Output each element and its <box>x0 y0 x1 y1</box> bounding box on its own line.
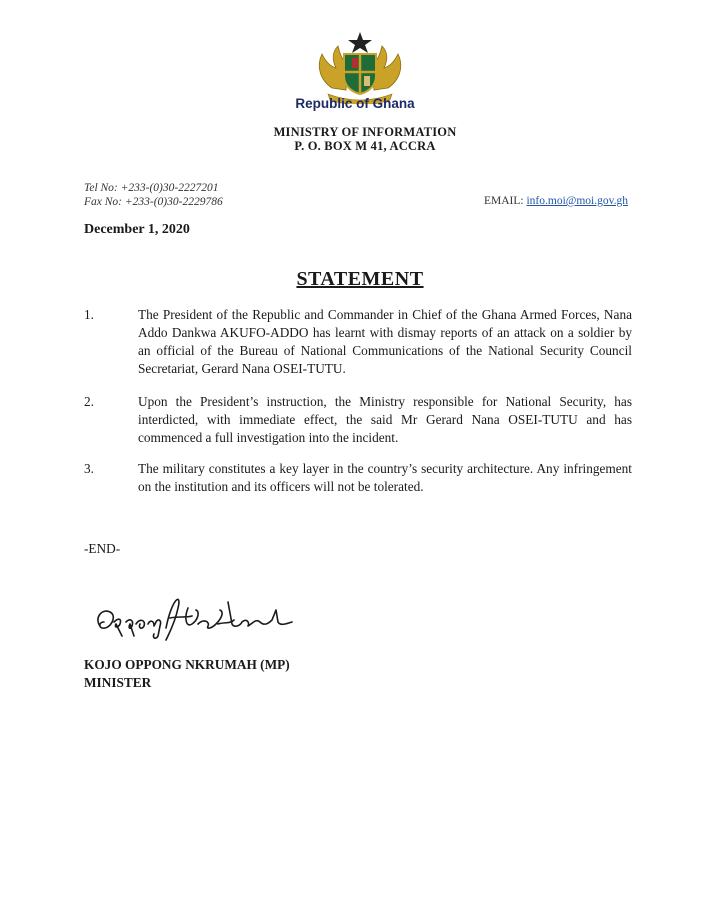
statement-date: December 1, 2020 <box>84 222 190 237</box>
paragraph-text: Upon the President’s instruction, the Ministry responsible for National Security, has interdicted, with immediate effect, the said Mr Gerard Nana OSEI-TUTU and has commenced a full investigation into the incident. <box>138 394 632 445</box>
signatory-title: MINISTER <box>84 675 152 690</box>
ministry-header <box>200 125 530 153</box>
email-line <box>484 195 628 207</box>
country-name: Republic of Ghana <box>295 96 415 111</box>
paragraph-text: The President of the Republic and Commander in Chief of the Ghana Armed Forces, Nana Addo Dankwa AKUFO-ADDO has learnt with dismay reports of an attack on a soldier by an official of the Bureau of National Communications of the National Security Council Secretariat, Gerard Nana OSEI-TUTU. <box>138 307 632 376</box>
paragraph-number: 1. <box>84 307 94 322</box>
paragraph-number: 2. <box>84 394 94 409</box>
fax-number: Fax No: +233-(0)30-2229786 <box>84 196 223 208</box>
email-link[interactable]: info.moi@moi.gov.gh <box>526 195 629 207</box>
paragraph-3 <box>84 460 632 496</box>
signatory-block <box>84 656 290 692</box>
paragraph-text: The military constitutes a key layer in the country’s security architecture. Any infringement on the institution and its officers will not be tolerated. <box>138 461 632 494</box>
ministry-name: MINISTRY OF INFORMATION <box>273 125 457 139</box>
end-marker: -END- <box>84 541 121 556</box>
email-label: EMAIL: <box>484 195 524 207</box>
paragraph-number: 3. <box>84 461 94 476</box>
handwritten-signature <box>92 588 300 644</box>
tel-number: Tel No: +233-(0)30-2227201 <box>84 182 219 194</box>
ministry-address: P. O. BOX M 41, ACCRA <box>294 139 436 153</box>
ghana-coat-of-arms-icon <box>302 28 418 104</box>
statement-title: STATEMENT <box>296 268 424 290</box>
signatory-name: KOJO OPPONG NKRUMAH (MP) <box>84 657 290 672</box>
contact-numbers <box>84 181 223 209</box>
paragraph-1 <box>84 306 632 378</box>
paragraph-2 <box>84 393 632 447</box>
